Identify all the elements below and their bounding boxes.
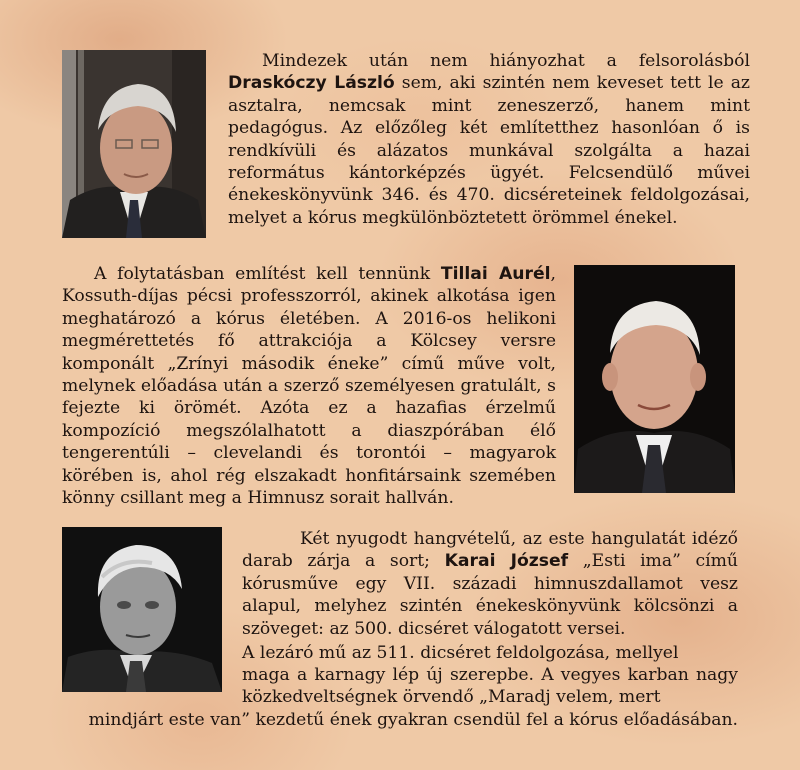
karai-paragraph xyxy=(242,528,738,640)
karai-name: Karai József xyxy=(444,551,569,572)
tillai-text-after: , Kossuth-díjas pécsi professzorról, akinek alkotása igen meghatározó a kórus életében. A 2016-os helikoni megmérettetés fő attrakciója a Kölcsey versre komponált „Zrínyi második éneke” című műve volt, melynek előadása után a szerző személyesen gratulált, s fejezte ki örömét. Azóta ez a hazafias érzelmű kompozíció megszólalhatott a diaszpórában élő tengerentúli – clevelandi és torontói – magyarok körében is, ahol rég elszakadt honfitársaink szemében könny csillant meg a Himnusz sorait hallván. xyxy=(62,264,556,509)
karai-text-before: Két nyugodt hangvételű, az este hangulatát idéző darab zárja a sort; xyxy=(242,529,738,572)
draskoczy-text-after: sem, aki szintén nem keveset tett le az asztalra, nemcsak mint zeneszerző, hanem mint pedagógus. Az előzőleg két említetthez hasonlóan ő is rendkívüli és alázatos munkával szolgálta a hazai református kántorképzés ügyét. Felcsendülő művei énekeskönyvünk 346. és 470. dicséreteinek feldolgozásai, melyet a kórus megkülönböztetett örömmel énekel. xyxy=(228,73,750,228)
tillai-portrait-photo xyxy=(574,265,735,493)
closing-text: maga a karnagy lép új szerepbe. A vegyes karban nagy közkedveltségnek örvendő „Maradj velem, mert xyxy=(242,665,738,708)
tillai-name: Tillai Aurél xyxy=(440,264,551,284)
draskoczy-text-before: Mindezek után nem hiányozhat a felsorolásból xyxy=(262,51,750,71)
closing-first-line-text: A lezáró mű az 511. dicséret feldolgozása, mellyel xyxy=(242,643,679,663)
closing-paragraph xyxy=(88,664,738,731)
draskoczy-paragraph xyxy=(228,50,750,229)
karai-text-after: „Esti ima” című kórusműve egy VII. századi himnuszdallamot vesz alapul, melyhez szintén énekeskönyvünk kölcsönzi a szöveget: az 500. dicséret válogatott versei. xyxy=(242,551,738,639)
tillai-paragraph xyxy=(62,263,556,509)
tillai-text-before: A folytatásban említést kell tennünk xyxy=(94,264,441,284)
draskoczy-portrait-photo xyxy=(62,50,206,238)
closing-paragraph-first-line xyxy=(242,642,738,664)
closing-last-line: mindjárt este van” kezdetű ének gyakran csendül fel a kórus előadásában. xyxy=(88,709,738,730)
karai-portrait-photo xyxy=(62,527,222,692)
draskoczy-name: Draskóczy László xyxy=(228,73,395,94)
